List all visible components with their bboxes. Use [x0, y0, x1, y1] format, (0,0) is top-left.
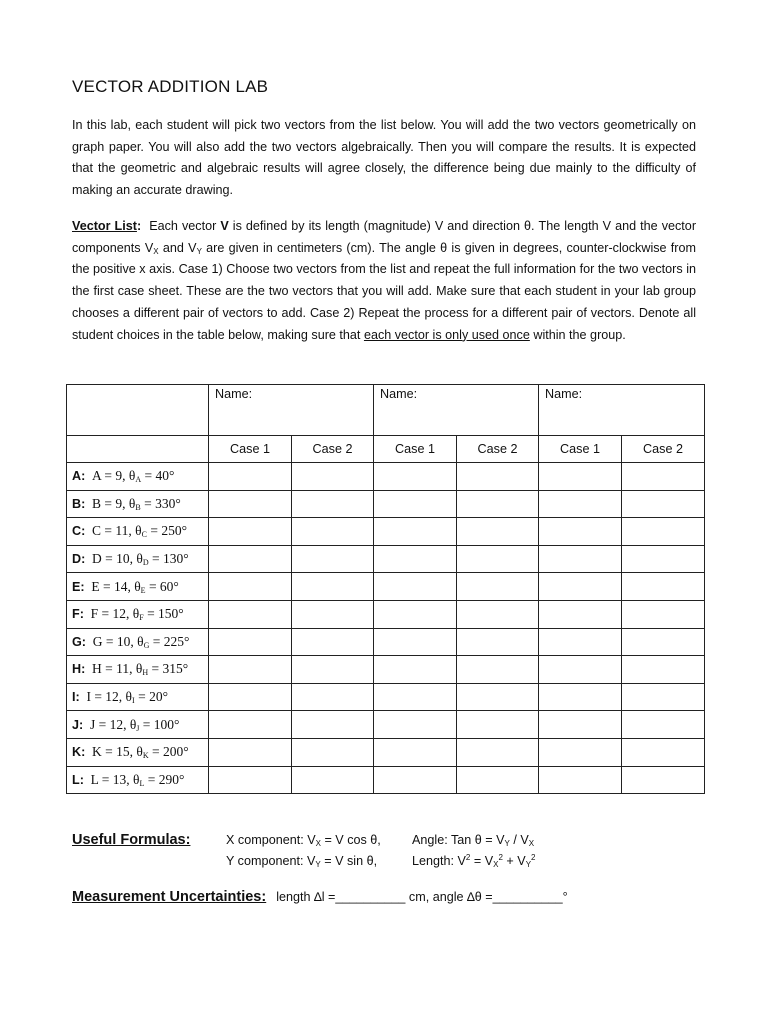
choice-cell[interactable] [209, 573, 292, 601]
choice-cell[interactable] [457, 600, 539, 628]
choice-cell[interactable] [209, 656, 292, 684]
choice-cell[interactable] [539, 738, 622, 766]
choice-cell[interactable] [209, 518, 292, 546]
choice-cell[interactable] [374, 656, 457, 684]
choice-cell[interactable] [209, 738, 292, 766]
choice-cell[interactable] [292, 490, 374, 518]
choice-cell[interactable] [292, 656, 374, 684]
choice-cell[interactable] [622, 711, 705, 739]
choice-cell[interactable] [292, 683, 374, 711]
vector-definition: K: K = 15, $\theta_K = 200^\circ$ [67, 738, 209, 766]
name-field-2[interactable]: Name: [374, 385, 539, 436]
case2-header: Case 2 [622, 436, 705, 463]
choice-cell[interactable] [292, 738, 374, 766]
choice-cell[interactable] [374, 518, 457, 546]
choice-cell[interactable] [539, 711, 622, 739]
choice-cell[interactable] [622, 490, 705, 518]
case2-header: Case 2 [292, 436, 374, 463]
vector-definition: A: A = 9, $\theta_A = 40^\circ$ [67, 463, 209, 491]
choice-cell[interactable] [622, 628, 705, 656]
choice-cell[interactable] [457, 518, 539, 546]
choice-cell[interactable] [209, 766, 292, 794]
choice-cell[interactable] [539, 628, 622, 656]
choice-cell[interactable] [622, 656, 705, 684]
vector-list-paragraph: Vector List: Each vector V is defined by its length (magnitude) V and direction θ. The length V and the vector components $V_X$ and $V_Y$ are given in centimeters (cm). The angle θ is given in degrees, counter-clockwise from the positive x axis. Case 1) Choose two vectors from the list and repeat the full information for the two vectors in the first case sheet. These are the two vectors that you will add. Make sure that each student in your lab group chooses a different pair of vectors to add. Case 2) Repeat the process for a different pair of vectors. Denote all student choices in the table below, making sure that each vector is only used once within the group. [72, 219, 697, 342]
angle-formula: Angle: Tan $\theta = V_Y / V_X$ [412, 833, 535, 848]
case-header-row [67, 436, 705, 463]
vector-row [67, 766, 705, 794]
measurement-uncertainties [72, 889, 568, 905]
choice-cell[interactable] [374, 711, 457, 739]
choice-cell[interactable] [622, 518, 705, 546]
case1-header: Case 1 [209, 436, 292, 463]
intro-paragraph: In this lab, each student will pick two vectors from the list below. You will add the two vectors geometrically on graph paper. You will also add the two vectors algebraically. Then you will compare the results. It is expected that the geometric and algebraic results will agree closely, the difference being due mainly to the difficulty of making an accurate drawing. [72, 118, 696, 198]
choice-cell[interactable] [374, 738, 457, 766]
choice-cell[interactable] [209, 545, 292, 573]
vector-definition: E: E = 14, $\theta_E = 60^\circ$ [67, 573, 209, 601]
choice-cell[interactable] [374, 683, 457, 711]
choice-cell[interactable] [374, 766, 457, 794]
vector-definition: B: B = 9, $\theta_B = 330^\circ$ [67, 490, 209, 518]
case1-header: Case 1 [539, 436, 622, 463]
choice-cell[interactable] [209, 463, 292, 491]
vector-definition: G: G = 10, $\theta_G = 225^\circ$ [67, 628, 209, 656]
choice-cell[interactable] [374, 573, 457, 601]
choice-cell[interactable] [457, 463, 539, 491]
choice-cell[interactable] [622, 463, 705, 491]
name-field-3[interactable]: Name: [539, 385, 705, 436]
vector-list-heading: Vector List [72, 219, 137, 233]
vector-row [67, 518, 705, 546]
y-component-formula: Y component: $V_Y = V$ sin θ, [226, 854, 378, 869]
choice-cell[interactable] [622, 683, 705, 711]
choice-cell[interactable] [457, 628, 539, 656]
vector-definition: H: H = 11, $\theta_H = 315^\circ$ [67, 656, 209, 684]
x-component-formula: X component: $V_X = V$ cos θ, [226, 833, 381, 848]
page-title: VECTOR ADDITION LAB [72, 77, 269, 96]
choice-cell[interactable] [539, 683, 622, 711]
choice-cell[interactable] [374, 490, 457, 518]
choice-cell[interactable] [457, 573, 539, 601]
blank-corner-cell [67, 385, 209, 436]
vector-row [67, 738, 705, 766]
choice-cell[interactable] [457, 656, 539, 684]
choice-cell[interactable] [374, 463, 457, 491]
vector-definition: C: C = 11, $\theta_C = 250^\circ$ [67, 518, 209, 546]
vector-definition: J: J = 12, $\theta_J = 100^\circ$ [67, 711, 209, 739]
choice-cell[interactable] [292, 711, 374, 739]
choice-cell[interactable] [622, 545, 705, 573]
vector-row [67, 683, 705, 711]
choice-cell[interactable] [209, 683, 292, 711]
choice-cell[interactable] [457, 711, 539, 739]
choice-cell[interactable] [292, 628, 374, 656]
choice-cell[interactable] [457, 683, 539, 711]
vector-row [67, 490, 705, 518]
measurement-heading: Measurement Uncertainties: [72, 889, 267, 905]
vector-row [67, 600, 705, 628]
choice-cell[interactable] [292, 573, 374, 601]
vector-definition: I: I = 12, $\theta_I = 20^\circ$ [67, 683, 209, 711]
choice-cell[interactable] [539, 766, 622, 794]
vector-row [67, 711, 705, 739]
name-field-1[interactable]: Name: [209, 385, 374, 436]
choice-cell[interactable] [539, 573, 622, 601]
vector-row [67, 656, 705, 684]
choice-cell[interactable] [622, 738, 705, 766]
choice-cell[interactable] [622, 766, 705, 794]
formulas-heading: Useful Formulas: [72, 832, 191, 848]
choice-cell[interactable] [539, 656, 622, 684]
underlined-requirement: each vector is only used once [363, 327, 530, 342]
choice-cell[interactable] [539, 463, 622, 491]
vector-definition: D: D = 10, $\theta_D = 130^\circ$ [67, 545, 209, 573]
choice-cell[interactable] [209, 600, 292, 628]
choice-cell[interactable] [374, 545, 457, 573]
choice-cell[interactable] [539, 518, 622, 546]
vector-row [67, 545, 705, 573]
vector-row [67, 628, 705, 656]
choice-cell[interactable] [209, 628, 292, 656]
choice-cell[interactable] [539, 490, 622, 518]
choice-cell[interactable] [457, 766, 539, 794]
case1-header: Case 1 [374, 436, 457, 463]
student-choice-table [66, 384, 705, 794]
choice-cell[interactable] [374, 600, 457, 628]
choice-cell[interactable] [209, 711, 292, 739]
choice-cell[interactable] [374, 628, 457, 656]
case2-header: Case 2 [457, 436, 539, 463]
vector-definition: F: F = 12, $\theta_F = 150^\circ$ [67, 600, 209, 628]
choice-cell[interactable] [292, 766, 374, 794]
measurement-blanks[interactable]: length ∆l =__________ cm, angle ∆θ =__________° [276, 890, 568, 904]
choice-cell[interactable] [539, 600, 622, 628]
vector-row [67, 573, 705, 601]
choice-cell[interactable] [622, 573, 705, 601]
vector-definition: L: L = 13, $\theta_L = 290^\circ$ [67, 766, 209, 794]
choice-cell[interactable] [457, 545, 539, 573]
choice-cell[interactable] [292, 545, 374, 573]
choice-cell[interactable] [209, 490, 292, 518]
name-row [67, 385, 705, 436]
choice-cell[interactable] [539, 545, 622, 573]
choice-cell[interactable] [292, 600, 374, 628]
vector-row [67, 463, 705, 491]
choice-cell[interactable] [457, 738, 539, 766]
choice-cell[interactable] [622, 600, 705, 628]
choice-cell[interactable] [457, 490, 539, 518]
length-formula: Length: $V^2 = V_X^2 + V_Y^2$ [412, 853, 536, 869]
choice-cell[interactable] [292, 518, 374, 546]
choice-cell[interactable] [292, 463, 374, 491]
